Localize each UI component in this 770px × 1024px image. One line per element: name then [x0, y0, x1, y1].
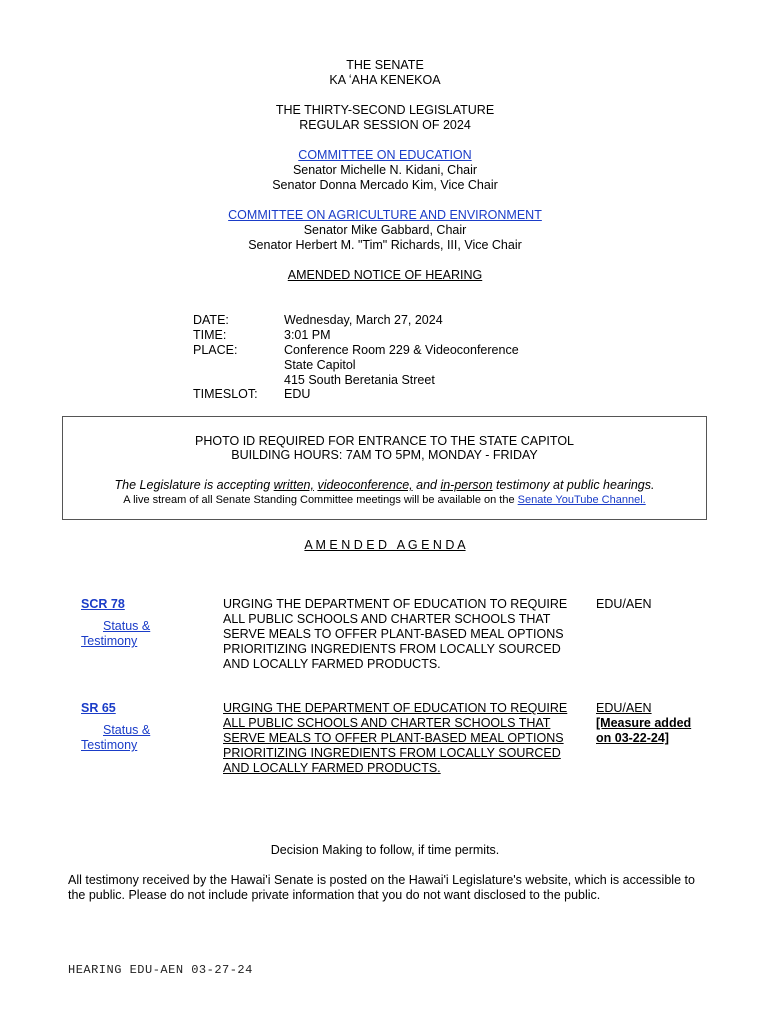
place-line-1: Conference Room 229 & Videoconference: [284, 343, 519, 357]
notice-title: AMENDED NOTICE OF HEARING: [287, 268, 483, 282]
committee-education-chair: Senator Michelle N. Kidani, Chair: [292, 163, 478, 177]
description-sr-65: URGING THE DEPARTMENT OF EDUCATION TO REQUIRE ALL PUBLIC SCHOOLS AND CHARTER SCHOOLS THAT SERVE MEALS TO OFFER PLANT-BASED MEAL OPTIONS PRIORITIZING INGREDIENTS FROM LOCALLY SOURCED AND LOCALLY FARMED PRODUCTS.: [223, 701, 568, 775]
timeslot-value: EDU: [284, 387, 311, 401]
status-testimony-sr-65: [81, 723, 171, 753]
status-link-scr-78[interactable]: Status &: [103, 619, 151, 633]
building-hours: BUILDING HOURS: 7AM TO 5PM, MONDAY - FRIDAY: [231, 448, 538, 462]
testimony-notice: [63, 478, 706, 493]
committee-education-vice-chair: Senator Donna Mercado Kim, Vice Chair: [272, 178, 498, 192]
bill-scr-78: [81, 597, 125, 612]
youtube-channel-link[interactable]: Senate YouTube Channel.: [517, 494, 646, 506]
committee-agriculture-chair: Senator Mike Gabbard, Chair: [303, 223, 467, 237]
place-label: PLACE:: [193, 343, 238, 357]
committee-agriculture: [0, 208, 770, 223]
time-value: 3:01 PM: [284, 328, 331, 342]
committee-agriculture-link[interactable]: COMMITTEE ON AGRICULTURE AND ENVIRONMENT: [228, 208, 542, 222]
agenda-title: A M E N D E D A G E N D A: [304, 538, 466, 552]
live-stream-text: A live stream of all Senate Standing Committee meetings will be available on the: [123, 494, 518, 506]
legislature-title: THE THIRTY-SECOND LEGISLATURE: [275, 103, 495, 117]
bill-sr-65-link[interactable]: SR 65: [81, 701, 116, 715]
live-stream-notice: [63, 493, 706, 508]
bill-sr-65: [81, 701, 116, 716]
chamber-title-hawaiian: KA ʻAHA KENEKOA: [329, 73, 441, 87]
testimony-written: written,: [273, 478, 314, 492]
session-title: REGULAR SESSION OF 2024: [299, 118, 471, 132]
measure-added-note: [Measure added on 03-22-24]: [596, 716, 692, 745]
place-line-2: State Capitol: [284, 358, 356, 372]
chamber-title: THE SENATE: [346, 58, 424, 72]
testimony-suffix: testimony at public hearings.: [492, 478, 655, 492]
status-link-sr-65[interactable]: Status &: [103, 723, 151, 737]
bill-scr-78-link[interactable]: SCR 78: [81, 597, 125, 611]
photo-id-notice: PHOTO ID REQUIRED FOR ENTRANCE TO THE STATE CAPITOL: [195, 434, 574, 448]
testimony-and: and: [412, 478, 441, 492]
date-value: Wednesday, March 27, 2024: [284, 313, 443, 327]
hearing-code: HEARING EDU-AEN 03-27-24: [68, 963, 253, 977]
place-line-3: 415 South Beretania Street: [284, 373, 435, 387]
time-label: TIME:: [193, 328, 227, 342]
date-label: DATE:: [193, 313, 229, 327]
notice-box: [62, 416, 707, 520]
committee-agriculture-vice-chair: Senator Herbert M. "Tim" Richards, III, Vice Chair: [248, 238, 522, 252]
committee-education: [0, 148, 770, 163]
testimony-link-scr-78[interactable]: Testimony: [81, 634, 138, 648]
description-scr-78: URGING THE DEPARTMENT OF EDUCATION TO REQUIRE ALL PUBLIC SCHOOLS AND CHARTER SCHOOLS THAT SERVE MEALS TO OFFER PLANT-BASED MEAL OPTIONS PRIORITIZING INGREDIENTS FROM LOCALLY SOURCED AND LOCALLY FARMED PRODUCTS.: [223, 597, 568, 671]
testimony-disclaimer: All testimony received by the Hawai'i Senate is posted on the Hawai'i Legislature's website, which is accessible to the public. Please do not include private information that you do not want disclosed to the public.: [68, 873, 695, 902]
committee-referral-sr-65: EDU/AEN: [596, 701, 652, 715]
committee-education-link[interactable]: COMMITTEE ON EDUCATION: [298, 148, 472, 162]
status-testimony-scr-78: [81, 619, 171, 649]
decision-making-note: Decision Making to follow, if time permits.: [270, 843, 500, 857]
testimony-in-person: in-person: [440, 478, 493, 492]
testimony-prefix: The Legislature is accepting: [114, 478, 274, 492]
committee-referral-scr-78: EDU/AEN: [596, 597, 652, 611]
testimony-videoconference: videoconference,: [317, 478, 413, 492]
testimony-link-sr-65[interactable]: Testimony: [81, 738, 138, 752]
timeslot-label: TIMESLOT:: [193, 387, 258, 401]
